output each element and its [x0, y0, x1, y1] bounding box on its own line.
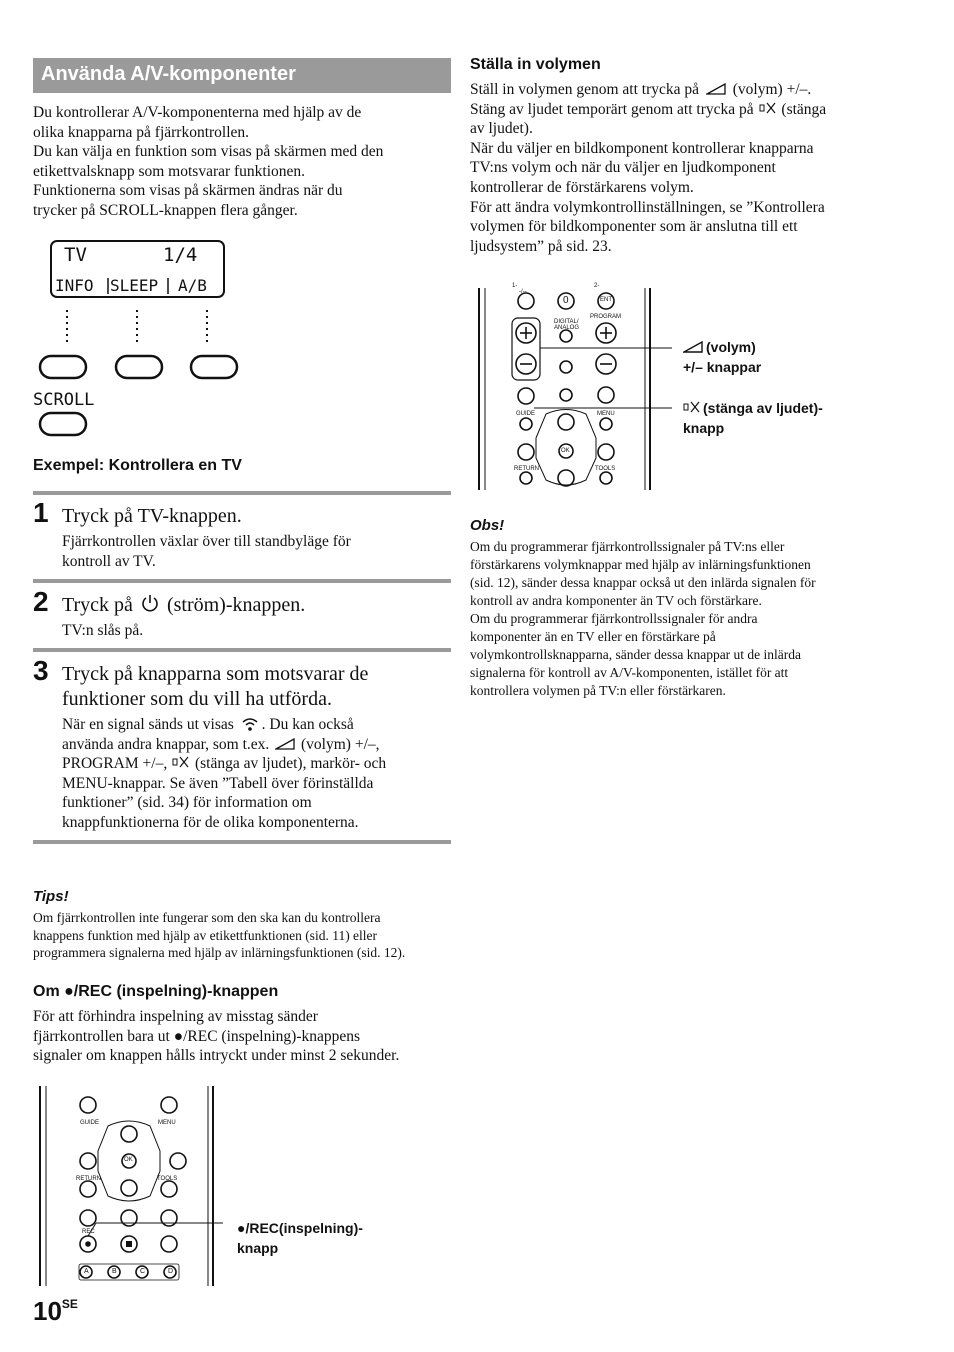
section-heading: Använda A/V-komponenter — [41, 63, 296, 85]
scroll-button[interactable] — [40, 413, 86, 435]
signal-icon — [241, 716, 259, 732]
label-menu: MENU — [597, 411, 615, 417]
step-body: TV:n slås på. — [62, 622, 144, 639]
volume-icon — [683, 341, 703, 353]
label-guide: GUIDE — [516, 411, 536, 417]
label-analog: ANALOG — [554, 325, 580, 331]
mute-icon — [759, 101, 777, 115]
tools-label: TOOLS — [157, 1176, 178, 1182]
label-ent: ENT — [600, 297, 612, 303]
divider — [33, 491, 451, 495]
rec-heading: Om ●/REC (inspelning)-knappen — [33, 983, 279, 1000]
volume-icon — [706, 83, 726, 95]
step-title: Tryck på knapparna som motsvarar de funktioner som du vill ha utförda. — [62, 663, 369, 710]
intro-line: Du kan välja en funktion som visas på skärmen med den — [33, 143, 384, 161]
divider — [33, 840, 451, 844]
tips-text: Om fjärrkontrollen inte fungerar som den ska kan du kontrollera knappens funktion med hjälp av etikettfunktionen (sid. 11) eller programmera signalerna med hjälp av inlärningsfunktionen (sid. 12). — [33, 910, 406, 960]
example-heading: Exempel: Kontrollera en TV — [33, 457, 242, 474]
label-digital: DIGITAL/ — [554, 319, 579, 325]
remote-rec-diagram — [33, 1086, 223, 1286]
section-heading-bar — [33, 58, 451, 93]
menu-label: MENU — [158, 1120, 176, 1126]
label-zero: 0 — [563, 295, 569, 306]
step-title: Tryck på (ström)-knappen. — [62, 594, 306, 616]
volume-heading: Ställa in volymen — [470, 56, 601, 73]
step-number: 1 — [33, 497, 49, 528]
label-select-buttons[interactable] — [40, 356, 237, 378]
intro-line: Funktionerna som visas på skärmen ändras när du — [33, 182, 343, 200]
intro-line: olika knapparna på fjärrkontrollen. — [33, 123, 250, 141]
tips-heading: Tips! — [33, 888, 69, 905]
label-two: 2- — [594, 283, 600, 289]
volume-buttons-callout: (volym) +/– knappar — [683, 339, 762, 375]
volume-body: Ställ in volymen genom att trycka på (volym) +/–. Stäng av ljudet temporärt genom att trycka på (stänga av ljudet). När du väljer en bildkomponent kontrollerar knapparna TV:ns volym och när du väljer en ljudkomponent kontrollerar de förstärkarens volym. För att ändra volymkontrollinställningen, se ”Kontrollera volymen för bildkomponenter som är anslutna till ett ljudsystem” på sid. 23. — [470, 81, 827, 255]
divider — [33, 579, 451, 583]
step-body: Fjärrkontrollen växlar över till standbyläge för kontroll av TV. — [62, 533, 351, 570]
step-number: 2 — [33, 586, 49, 617]
ok-label: OK — [124, 1157, 133, 1163]
mute-button-callout: (stänga av ljudet)- knapp — [683, 400, 823, 436]
divider — [33, 648, 451, 652]
rec-label: REC — [82, 1229, 95, 1235]
mute-icon — [683, 400, 701, 414]
power-icon — [140, 593, 160, 613]
intro-text — [33, 103, 453, 221]
lcd-fn-ab: A/B — [178, 276, 207, 295]
step-body: När en signal sänds ut visas . Du kan också använda andra knappar, som t.ex. (volym) +/–, PROGRAM +/–, (stänga av ljudet), markör- och MENU-knappar. Se även ”Tabell över förinställda funktioner” (sid. 34) för information om knappfunktionerna för de olika komponenterna. — [62, 716, 387, 831]
scroll-label: SCROLL — [33, 390, 95, 410]
lcd-mode: TV — [64, 244, 87, 266]
color-b-label: B — [112, 1268, 117, 1275]
mute-icon — [172, 755, 190, 769]
volume-icon — [275, 738, 295, 750]
label-return: RETURN — [514, 466, 539, 472]
label-program: PROGRAM — [590, 314, 622, 320]
obs-heading: Obs! — [470, 517, 505, 534]
label-dash: -/-- — [519, 289, 527, 295]
step-number: 3 — [33, 655, 49, 686]
obs-text: Om du programmerar fjärrkontrollssignaler på TV:ns eller förstärkarens volymknappar med hjälp av inlärningsfunktionen (sid. 12), sänder dessa knappar också ut den inlärda signalen för kontroll av andra komponenter än TV och förstärkare. Om du programmerar fjärrkontrollssignaler för andra komponenter än en TV eller en förstärkare på volymkontrollsknapparna, sänder dessa knappar ut de inlärda signalerna för kontroll av A/V-komponenten, istället för att kontrollera volymen på TV:n eller förstärkaren. — [470, 539, 816, 698]
color-c-label: C — [140, 1268, 146, 1275]
return-label: RETURN — [76, 1176, 101, 1182]
page-number: $10^{SE}$ — [33, 1296, 78, 1326]
step-title: Tryck på TV-knappen. — [62, 505, 242, 527]
intro-line: etikettvalsknapp som motsvarar funktionen. — [33, 162, 306, 180]
label-one: 1- — [512, 283, 518, 289]
lcd-fn-info: INFO — [55, 276, 94, 295]
guide-label: GUIDE — [80, 1120, 100, 1126]
rec-body: För att förhindra inspelning av misstag sänder fjärrkontrollen bara ut ●/REC (inspelning)-knappens signaler om knappen hålls intryckt under minst 2 sekunder. — [33, 1008, 400, 1065]
rec-button-callout: ●/REC(inspelning)- knapp — [237, 1220, 363, 1256]
intro-line: Du kontrollerar A/V-komponenterna med hjälp av de — [33, 104, 362, 121]
color-d-label: D — [168, 1268, 174, 1275]
lcd-fn-sleep: SLEEP — [110, 276, 159, 295]
label-tools: TOOLS — [595, 466, 616, 472]
color-a-label: A — [84, 1268, 89, 1275]
lcd-page: 1/4 — [163, 244, 198, 266]
intro-line: trycker på SCROLL-knappen flera gånger. — [33, 201, 298, 219]
label-ok: OK — [561, 448, 570, 454]
